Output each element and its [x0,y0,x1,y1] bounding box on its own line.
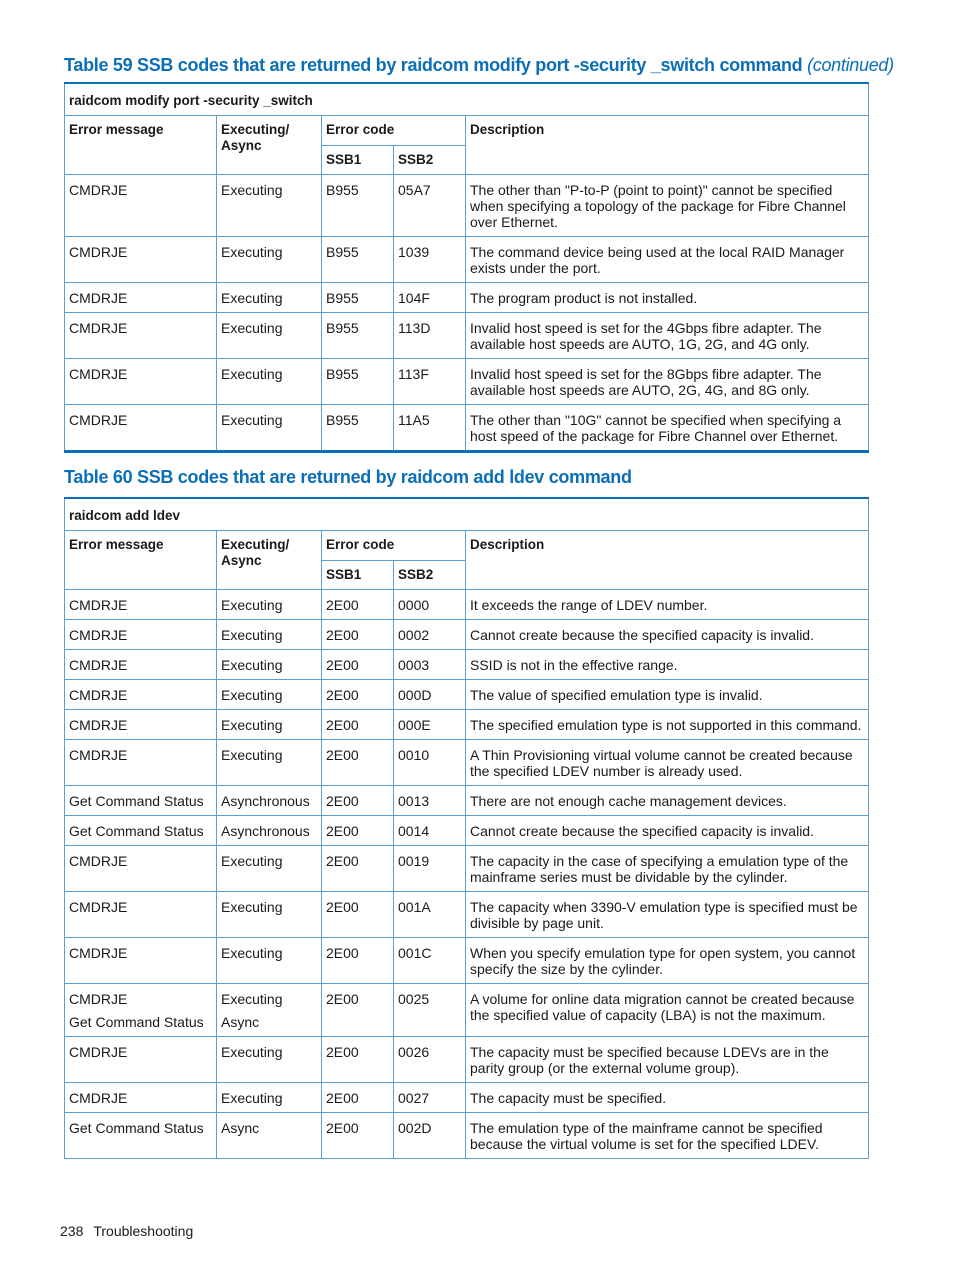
executing-cell-text: Executing [221,944,283,961]
error-message-cell [65,785,217,815]
ssb2-cell [394,983,466,1036]
ssb1-cell-text: B955 [326,319,359,336]
ssb1-cell [322,709,394,739]
ssb2-cell-text: 0002 [398,626,430,643]
description-cell-text: Cannot create because the specified capacity is invalid. [470,822,814,839]
ssb1-cell-text: 2E00 [326,626,359,643]
ssb2-cell-text: 001A [398,898,431,915]
error-message-cell-text: CMDRJE [69,181,128,198]
error-message-cell [65,589,217,619]
table-row [65,785,869,815]
ssb2-cell-text: 104F [398,289,430,306]
executing-cell-text: Asynchronous [221,822,310,839]
ssb1-cell-text: 2E00 [326,596,359,613]
error-message-cell-text: CMDRJE [69,289,128,306]
ssb2-cell-text: 0026 [398,1043,430,1060]
header-error-message: Error message [65,530,217,589]
table-59 [64,82,869,453]
executing-cell [217,358,322,404]
executing-cell [217,983,322,1036]
executing-cell [217,649,322,679]
error-message-cell-text: Get Command Status [69,1119,204,1136]
executing-cell-text: Executing [221,656,283,673]
ssb1-cell [322,589,394,619]
executing-cell-text: Executing [221,1043,283,1060]
description-cell-text: The other than "P-to-P (point to point)" cannot be specified when specifying a topology of the package for Fibre Channel over Ethernet. [470,181,846,230]
description-cell [466,709,869,739]
description-cell-text: Cannot create because the specified capacity is invalid. [470,626,814,643]
table-60-title: raidcom add ldev [65,498,869,530]
description-cell [466,937,869,983]
description-cell [466,1036,869,1082]
ssb1-cell-text: B955 [326,243,359,260]
ssb1-cell-text: 2E00 [326,746,359,763]
description-cell-text: The capacity in the case of specifying a emulation type of the mainframe series must be dividable by the cylinder. [470,852,849,885]
table-row [65,845,869,891]
error-message-cell [65,739,217,785]
description-cell [466,649,869,679]
description-cell [466,282,869,312]
executing-cell [217,236,322,282]
executing-cell-text: Executing [221,852,283,869]
table-row [65,404,869,451]
description-cell-text: A Thin Provisioning virtual volume cannot be created because the specified LDEV number is already used. [470,746,853,779]
description-cell-text: The capacity when 3390-V emulation type is specified must be divisible by page unit. [470,898,858,931]
ssb2-cell-text: 0010 [398,746,430,763]
description-cell-text: The program product is not installed. [470,289,698,306]
table-59-caption-text: Table 59 SSB codes that are returned by raidcom modify port -security _switch command [64,55,803,75]
header-executing-async: Executing/ Async [217,115,322,174]
ssb2-cell-text: 113D [398,319,431,336]
ssb1-cell-text: 2E00 [326,822,359,839]
executing-cell-text: Executing [221,1089,283,1106]
table-row [65,358,869,404]
error-message-cell [65,891,217,937]
ssb1-cell [322,358,394,404]
ssb2-cell-text: 002D [398,1119,432,1136]
ssb1-cell [322,649,394,679]
ssb2-cell [394,358,466,404]
ssb2-cell-text: 0025 [398,990,430,1007]
ssb1-cell [322,891,394,937]
ssb2-cell [394,619,466,649]
ssb2-cell-text: 000E [398,716,431,733]
description-cell-text: It exceeds the range of LDEV number. [470,596,708,613]
ssb2-cell [394,709,466,739]
description-cell [466,679,869,709]
executing-cell [217,679,322,709]
description-cell [466,739,869,785]
executing-cell-text: Executing [221,898,283,915]
ssb2-cell-text: 0019 [398,852,430,869]
ssb1-cell [322,1112,394,1158]
executing-cell-text: Executing [221,319,283,336]
description-cell-text: Invalid host speed is set for the 8Gbps fibre adapter. The available host speeds are AUTO, 2G, 4G, and 8G only. [470,365,822,398]
description-cell [466,358,869,404]
ssb1-cell [322,174,394,236]
error-message-cell [65,709,217,739]
header-error-code: Error code [322,115,466,145]
ssb1-cell-text: 2E00 [326,656,359,673]
error-message-cell [65,1082,217,1112]
executing-cell [217,589,322,619]
error-message-cell-text: CMDRJE [69,626,128,643]
description-cell-text: The specified emulation type is not supported in this command. [470,716,862,733]
table-60-body [65,589,869,1158]
error-message-cell-text: Get Command Status [69,822,204,839]
header-error-code: Error code [322,530,466,560]
table-row [65,709,869,739]
description-cell-text: The other than "10G" cannot be specified when specifying a host speed of the package for Fibre Channel over Ethernet. [470,411,842,444]
executing-cell-text: Executing [221,365,283,382]
ssb1-cell-text: 2E00 [326,1043,359,1060]
description-cell-text: The emulation type of the mainframe cannot be specified because the virtual volume is set for the specified LDEV. [470,1119,823,1152]
ssb2-cell-text: 0014 [398,822,430,839]
table-row [65,983,869,1036]
error-message-cell [65,404,217,451]
error-message-cell [65,679,217,709]
ssb1-cell [322,739,394,785]
executing-cell-text: Executing [221,746,283,763]
description-cell-text: The command device being used at the local RAID Manager exists under the port. [470,243,845,276]
description-cell [466,236,869,282]
ssb2-cell-text: 11A5 [398,411,430,428]
ssb2-cell [394,236,466,282]
error-message-cell-text: Get Command Status [69,792,204,809]
description-cell [466,589,869,619]
ssb1-cell [322,983,394,1036]
error-message-cell [65,815,217,845]
ssb1-cell-text: 2E00 [326,1089,359,1106]
ssb1-cell [322,236,394,282]
ssb1-cell-text: 2E00 [326,686,359,703]
ssb1-cell-text: 2E00 [326,852,359,869]
ssb2-cell [394,1112,466,1158]
ssb1-cell [322,312,394,358]
description-cell [466,312,869,358]
executing-cell [217,1036,322,1082]
error-message-cell [65,619,217,649]
error-message-cell [65,937,217,983]
executing-cell [217,619,322,649]
description-cell-text: A volume for online data migration cannot be created because the specified value of capacity (LBA) is not the maximum. [470,990,855,1023]
ssb1-cell-text: B955 [326,181,359,198]
error-message-cell [65,1112,217,1158]
ssb2-cell-text: 1039 [398,243,430,260]
error-message-cell-text: CMDRJE [69,716,128,733]
ssb2-cell [394,589,466,619]
executing-cell-text: Executing [221,626,283,643]
ssb1-cell-text: B955 [326,411,359,428]
executing-cell [217,282,322,312]
header-ssb1: SSB1 [322,560,394,589]
ssb1-cell [322,679,394,709]
ssb2-cell-text: 001C [398,944,432,961]
description-cell [466,174,869,236]
ssb2-cell-text: 000D [398,686,432,703]
table-row [65,1112,869,1158]
error-message-cell [65,282,217,312]
description-cell-text: When you specify emulation type for open system, you cannot specify the size by the cylinder. [470,944,856,977]
description-cell [466,785,869,815]
description-cell-text: SSID is not in the effective range. [470,656,678,673]
error-message-cell [65,174,217,236]
executing-cell-text-2: Async [221,1013,260,1030]
table-59-continued: (continued) [807,55,894,75]
header-ssb2: SSB2 [394,560,466,589]
page-footer [60,1223,193,1239]
executing-cell [217,891,322,937]
ssb2-cell [394,1082,466,1112]
description-cell [466,1082,869,1112]
description-cell-text: The value of specified emulation type is invalid. [470,686,763,703]
error-message-cell-text: CMDRJE [69,990,128,1007]
error-message-cell-text: CMDRJE [69,746,128,763]
executing-cell-text: Async [221,1119,260,1136]
table-row [65,312,869,358]
error-message-cell [65,983,217,1036]
table-row [65,1082,869,1112]
ssb1-cell-text: 2E00 [326,716,359,733]
executing-cell [217,785,322,815]
header-description: Description [466,115,869,174]
error-message-cell [65,236,217,282]
executing-cell [217,1112,322,1158]
footer-section: Troubleshooting [93,1223,194,1239]
ssb2-cell [394,282,466,312]
ssb2-cell [394,937,466,983]
executing-cell-text: Executing [221,181,283,198]
table-row [65,589,869,619]
error-message-cell-text: CMDRJE [69,243,128,260]
ssb1-cell-text: B955 [326,289,359,306]
ssb2-cell [394,679,466,709]
ssb1-cell-text: 2E00 [326,944,359,961]
error-message-cell [65,1036,217,1082]
executing-cell-text: Executing [221,596,283,613]
ssb2-cell [394,891,466,937]
executing-cell-text: Executing [221,411,283,428]
ssb2-cell [394,649,466,679]
executing-cell [217,404,322,451]
ssb1-cell-text: B955 [326,365,359,382]
description-cell [466,404,869,451]
ssb1-cell [322,937,394,983]
error-message-cell [65,312,217,358]
description-cell-text: The capacity must be specified. [470,1089,667,1106]
ssb1-cell [322,1082,394,1112]
ssb1-cell-text: 2E00 [326,1119,359,1136]
executing-cell [217,312,322,358]
ssb1-cell [322,845,394,891]
error-message-cell-text: CMDRJE [69,686,128,703]
error-message-cell [65,358,217,404]
executing-cell [217,845,322,891]
ssb2-cell-text: 113F [398,365,429,382]
page-number: 238 [60,1223,84,1239]
ssb1-cell [322,404,394,451]
description-cell [466,845,869,891]
ssb2-cell [394,312,466,358]
ssb2-cell [394,845,466,891]
executing-cell-text: Executing [221,289,283,306]
error-message-cell-text: CMDRJE [69,944,128,961]
ssb2-cell [394,174,466,236]
executing-cell [217,174,322,236]
ssb1-cell-text: 2E00 [326,898,359,915]
header-description: Description [466,530,869,589]
table-row [65,174,869,236]
table-row [65,1036,869,1082]
ssb2-cell [394,785,466,815]
ssb1-cell [322,282,394,312]
error-message-cell-text: CMDRJE [69,1043,128,1060]
error-message-cell [65,649,217,679]
ssb2-cell-text: 0003 [398,656,430,673]
executing-cell-text: Executing [221,686,283,703]
ssb2-cell-text: 0013 [398,792,430,809]
table-row [65,679,869,709]
table-row [65,649,869,679]
ssb2-cell [394,1036,466,1082]
header-ssb1: SSB1 [322,145,394,174]
table-row [65,937,869,983]
executing-cell-text: Asynchronous [221,792,310,809]
ssb2-cell [394,815,466,845]
ssb2-cell [394,404,466,451]
table-59-caption [64,55,894,76]
header-executing-async: Executing/ Async [217,530,322,589]
ssb2-cell-text: 0027 [398,1089,430,1106]
error-message-cell [65,845,217,891]
error-message-cell-text: CMDRJE [69,365,128,382]
executing-cell [217,739,322,785]
ssb1-cell [322,785,394,815]
executing-cell-text: Executing [221,716,283,733]
executing-cell [217,937,322,983]
description-cell-text: Invalid host speed is set for the 4Gbps fibre adapter. The available host speeds are AUTO, 1G, 2G, and 4G only. [470,319,822,352]
ssb2-cell [394,739,466,785]
error-message-cell-text: CMDRJE [69,596,128,613]
table-60 [64,497,869,1159]
header-ssb2: SSB2 [394,145,466,174]
error-message-cell-text-2: Get Command Status [69,1013,204,1030]
table-row [65,282,869,312]
table-row [65,891,869,937]
description-cell [466,983,869,1036]
table-row [65,815,869,845]
table-59-title: raidcom modify port -security _switch [65,83,869,115]
ssb1-cell-text: 2E00 [326,990,359,1007]
executing-cell-text: Executing [221,990,283,1007]
executing-cell-text: Executing [221,243,283,260]
ssb1-cell-text: 2E00 [326,792,359,809]
ssb2-cell-text: 05A7 [398,181,431,198]
table-60-caption: Table 60 SSB codes that are returned by raidcom add ldev command [64,467,632,487]
ssb1-cell [322,815,394,845]
executing-cell [217,815,322,845]
table-row [65,619,869,649]
error-message-cell-text: CMDRJE [69,411,128,428]
error-message-cell-text: CMDRJE [69,898,128,915]
description-cell-text: The capacity must be specified because LDEVs are in the parity group (or the external volume group). [470,1043,829,1076]
description-cell [466,891,869,937]
error-message-cell-text: CMDRJE [69,1089,128,1106]
executing-cell [217,709,322,739]
error-message-cell-text: CMDRJE [69,656,128,673]
ssb2-cell-text: 0000 [398,596,430,613]
ssb1-cell [322,619,394,649]
table-row [65,739,869,785]
ssb1-cell [322,1036,394,1082]
description-cell [466,619,869,649]
table-59-body [65,174,869,451]
description-cell [466,815,869,845]
header-error-message: Error message [65,115,217,174]
error-message-cell-text: CMDRJE [69,319,128,336]
description-cell-text: There are not enough cache management devices. [470,792,787,809]
description-cell [466,1112,869,1158]
table-row [65,236,869,282]
error-message-cell-text: CMDRJE [69,852,128,869]
executing-cell [217,1082,322,1112]
